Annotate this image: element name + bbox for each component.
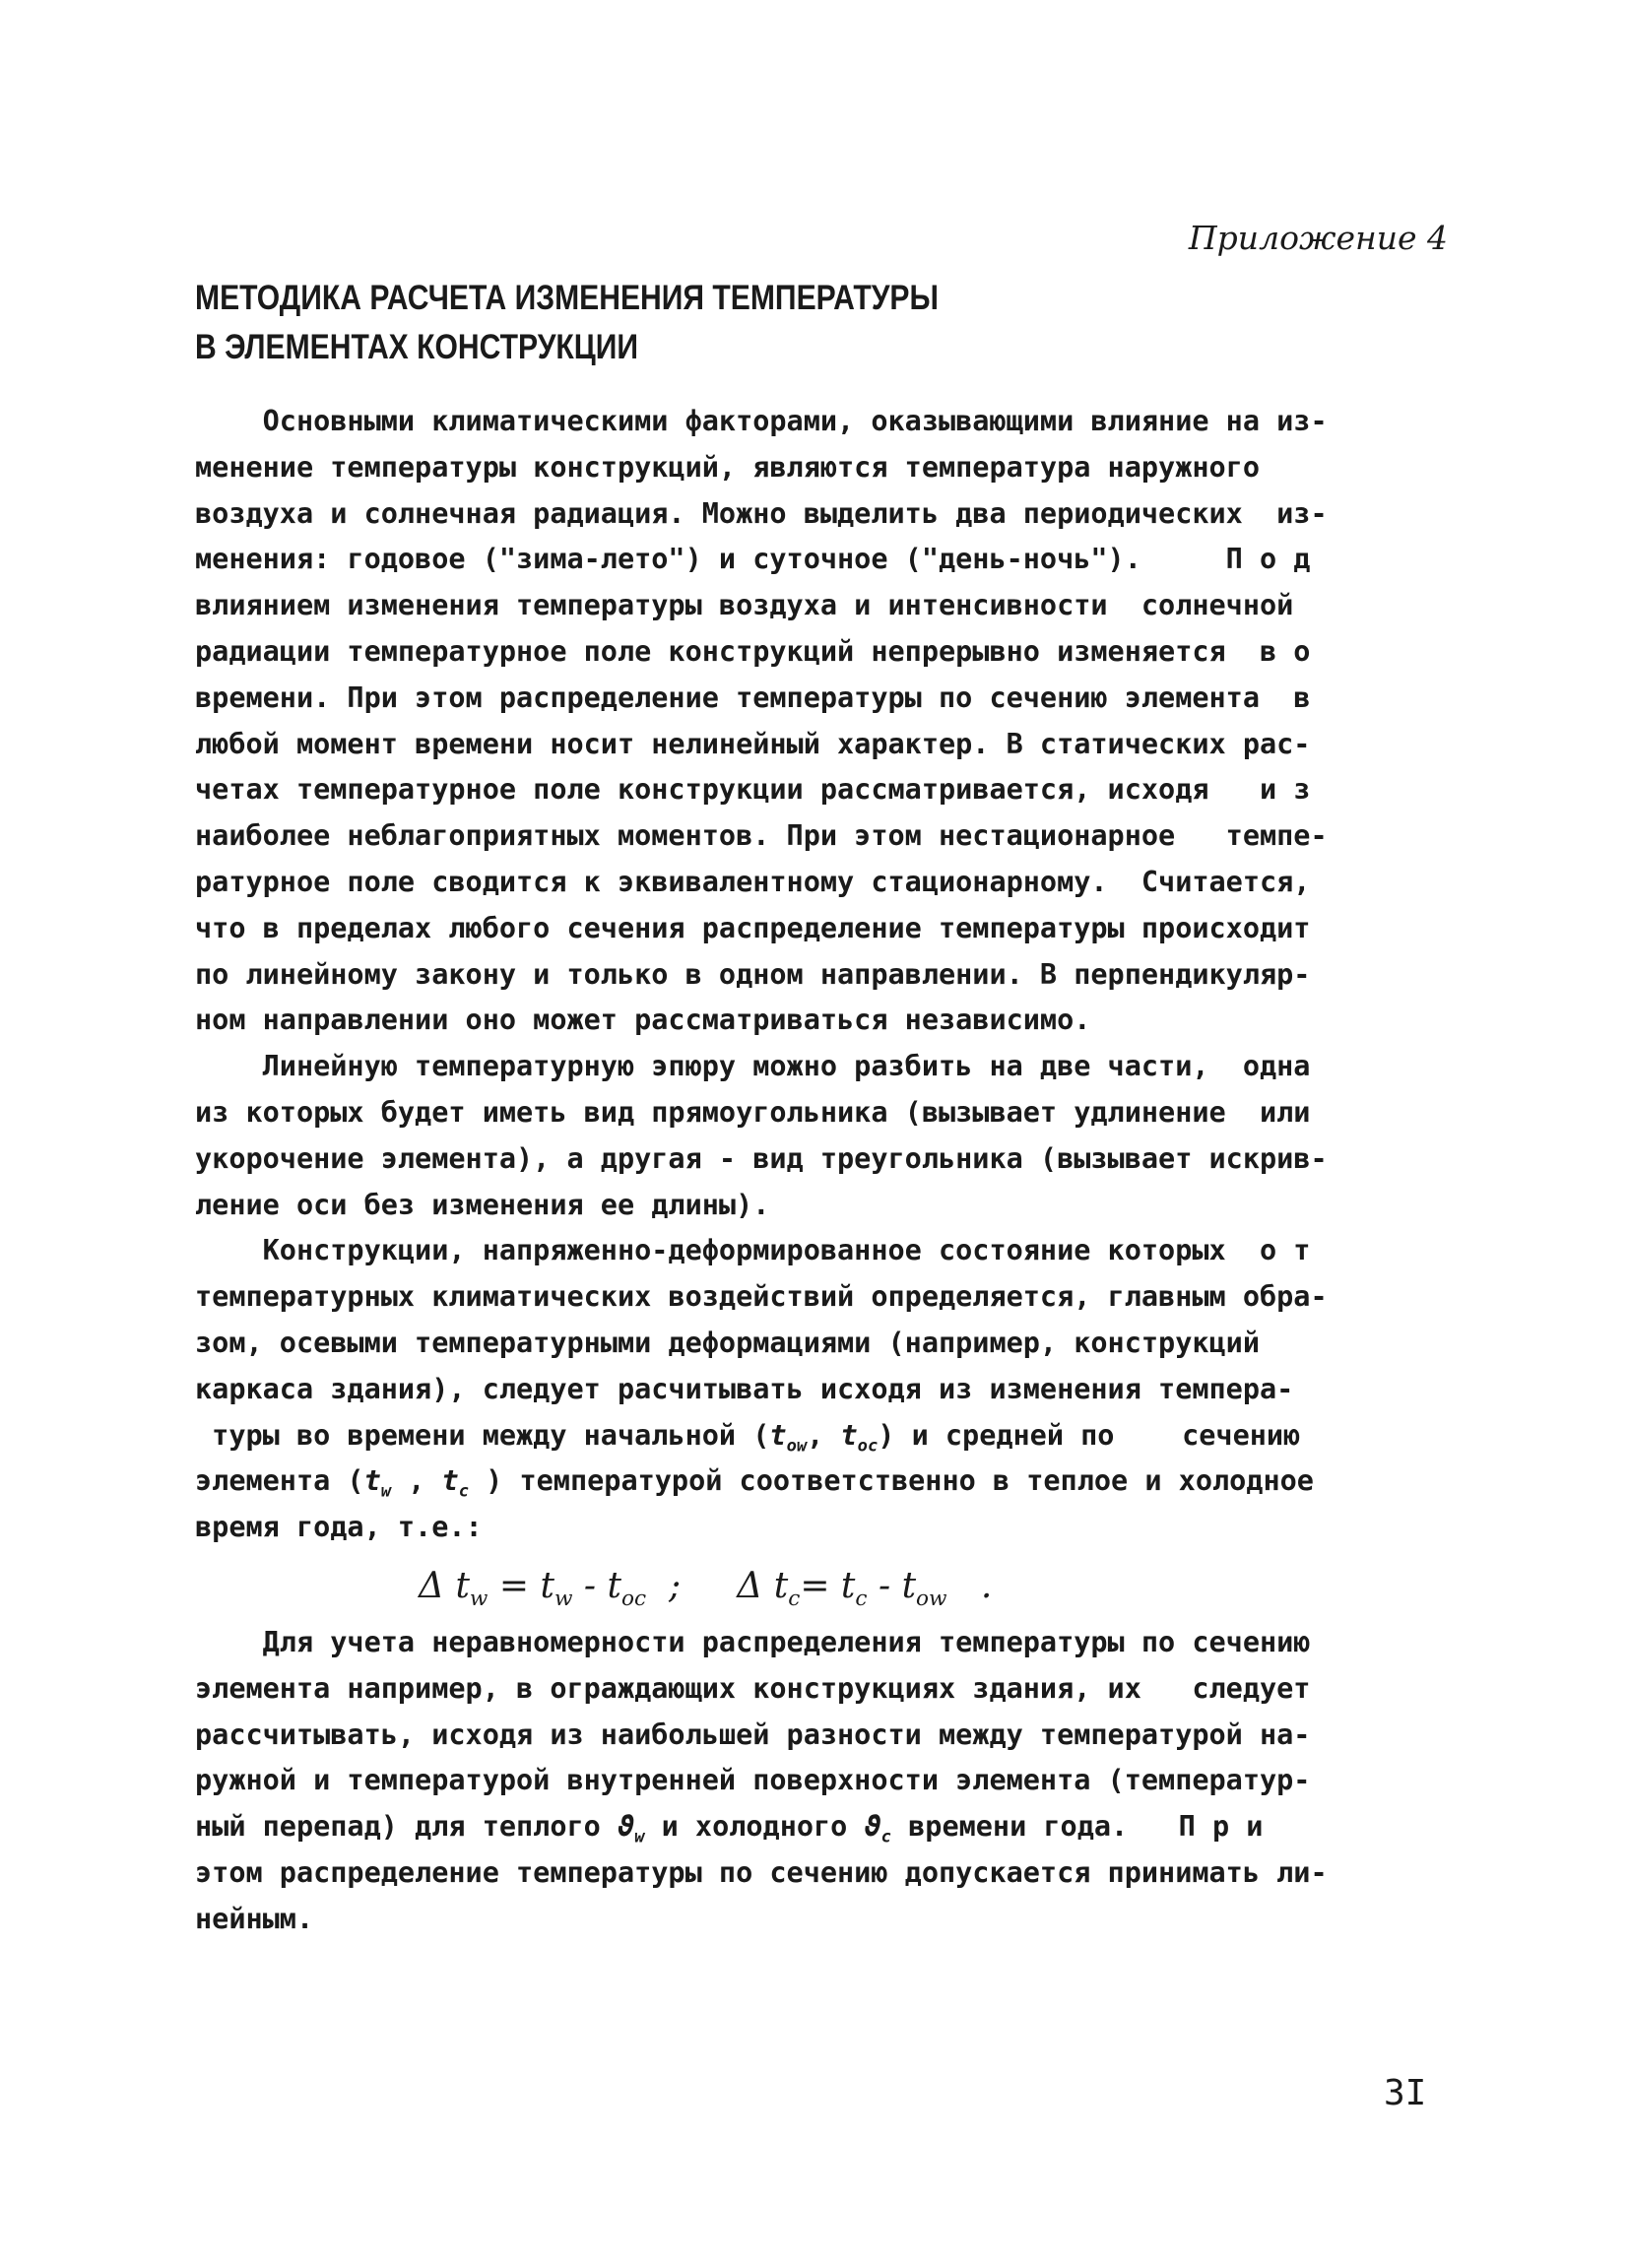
subscript: ow (786, 1436, 808, 1457)
text-line (195, 1804, 1456, 1850)
text-line: ном направлении оно может рассматриваться независимо. (195, 1004, 1091, 1037)
paragraph-2 (195, 1044, 1456, 1228)
text-line (195, 1458, 1456, 1505)
text-line: Конструкции, напряженно-деформированное состояние которых о т (195, 1234, 1311, 1267)
text-span: , (807, 1418, 841, 1452)
text-line: что в пределах любого сечения распределение температуры происходит (195, 911, 1311, 944)
text-line: ление оси без изменения ее длины). (195, 1188, 770, 1221)
text-span: и холодного (644, 1810, 865, 1844)
text-span: туры во времени между начальной ( (195, 1418, 770, 1452)
subscript: ow (916, 1587, 947, 1612)
variable-symbol: t (840, 1418, 858, 1452)
formula-part: Δ t (419, 1566, 470, 1606)
subscript: c (880, 1827, 891, 1847)
formula-part: = t (800, 1566, 856, 1606)
text-line: Для учета неравномерности распределения температуры по сечению (195, 1626, 1311, 1658)
variable (363, 1464, 392, 1503)
text-line: рассчитывать, исходя из наибольшей разности между температурой на- (195, 1717, 1311, 1751)
paragraph-3 (195, 1228, 1456, 1551)
title-line: В ЭЛЕМЕНТАХ КОНСТРУКЦИИ (195, 328, 639, 366)
variable-symbol: t (363, 1464, 381, 1498)
formula-part: Δ t (737, 1566, 789, 1606)
formula-end: . (946, 1566, 993, 1606)
formula-part: - t (572, 1566, 621, 1606)
variable-symbol: ϑ (617, 1810, 635, 1844)
variable-symbol: ϑ (864, 1810, 881, 1844)
text-line: ружной и температурой внутренней поверхности элемента (температур- (195, 1764, 1311, 1797)
variable-symbol: t (441, 1464, 459, 1498)
subscript: w (380, 1482, 392, 1503)
paragraph-1 (195, 399, 1456, 1044)
title-line: МЕТОДИКА РАСЧЕТА ИЗМЕНЕНИЯ ТЕМПЕРАТУРЫ (195, 279, 939, 317)
subscript: w (469, 1587, 489, 1612)
variable-symbol: t (769, 1418, 787, 1452)
text-line: Линейную температурную эпюру можно разбить на две части, одна (195, 1050, 1311, 1083)
text-line: наиболее неблагоприятных моментов. При этом нестационарное темпе- (195, 819, 1328, 853)
subscript: c (788, 1587, 801, 1612)
text-span: , (391, 1464, 442, 1498)
text-line: этом распределение температуры по сечению допускается принимать ли- (195, 1855, 1328, 1889)
subscript: c (855, 1587, 868, 1612)
text-line: элемента например, в ограждающих конструкциях здания, их следует (195, 1671, 1311, 1705)
subscript: oc (620, 1587, 647, 1612)
subscript: oc (857, 1436, 879, 1457)
text-span: ) и средней по сечению (878, 1418, 1301, 1452)
body-text (195, 399, 1456, 1551)
text-span: времени года. П р и (890, 1810, 1264, 1844)
page-title (195, 274, 1127, 372)
text-line: менение температуры конструкций, являются температура наружного (195, 450, 1260, 484)
text-line: четах температурное поле конструкции рассматривается, исходя и з (195, 773, 1311, 807)
text-line: менения: годовое ("зима-лето") и суточное ("день-ночь"). П о д (195, 543, 1311, 576)
formula-part: - t (867, 1566, 917, 1606)
variable (864, 1810, 891, 1847)
text-line: ратурное поле сводится к эквивалентному стационарному. Считается, (195, 865, 1311, 898)
text-span: элемента ( (195, 1464, 364, 1498)
text-span: ный перепад) для теплого (195, 1810, 618, 1844)
paragraph-4 (195, 1620, 1456, 1943)
formula-separator: ; (646, 1566, 738, 1606)
variable (840, 1418, 879, 1457)
text-line: время года, т.е.: (195, 1511, 483, 1544)
subscript: c (458, 1482, 470, 1503)
text-line: укорочение элемента), а другая - вид треугольника (вызывает искрив- (195, 1141, 1328, 1175)
body-text-continued (195, 1620, 1456, 1943)
appendix-label: Приложение 4 (1188, 219, 1448, 257)
text-line: из которых будет иметь вид прямоугольника (вызывает удлинение или (195, 1095, 1311, 1129)
text-line: температурных климатических воздействий определяется, главным обра- (195, 1280, 1328, 1314)
text-line: любой момент времени носит нелинейный характер. В статических рас- (195, 727, 1311, 760)
text-line: радиации температурное поле конструкций непрерывно изменяется в о (195, 634, 1311, 668)
page-number: 3I (1384, 2073, 1427, 2113)
variable (769, 1418, 808, 1457)
subscript: w (634, 1827, 645, 1847)
text-line: Основными климатическими факторами, оказывающими влияние на из- (195, 405, 1328, 437)
formula-part: = t (488, 1566, 554, 1606)
text-line: по линейному закону и только в одном направлении. В перпендикуляр- (195, 957, 1311, 991)
text-span: ) температурой соответственно в теплое и холодное (469, 1464, 1314, 1498)
subscript: w (554, 1587, 573, 1612)
text-line: нейным. (195, 1902, 314, 1935)
text-line (195, 1413, 1456, 1459)
formula (419, 1558, 1305, 1615)
text-line: влиянием изменения температуры воздуха и интенсивности солнечной (195, 589, 1294, 622)
text-line: времени. При этом распределение температуры по сечению элемента в (195, 680, 1311, 714)
text-line: каркаса здания), следует расчитывать исходя из изменения темпера- (195, 1372, 1294, 1405)
text-line: зом, осевыми температурными деформациями (например, конструкций (195, 1326, 1260, 1359)
variable (441, 1464, 470, 1503)
text-line: воздуха и солнечная радиация. Можно выделить два периодических из- (195, 496, 1328, 530)
variable (617, 1810, 645, 1847)
